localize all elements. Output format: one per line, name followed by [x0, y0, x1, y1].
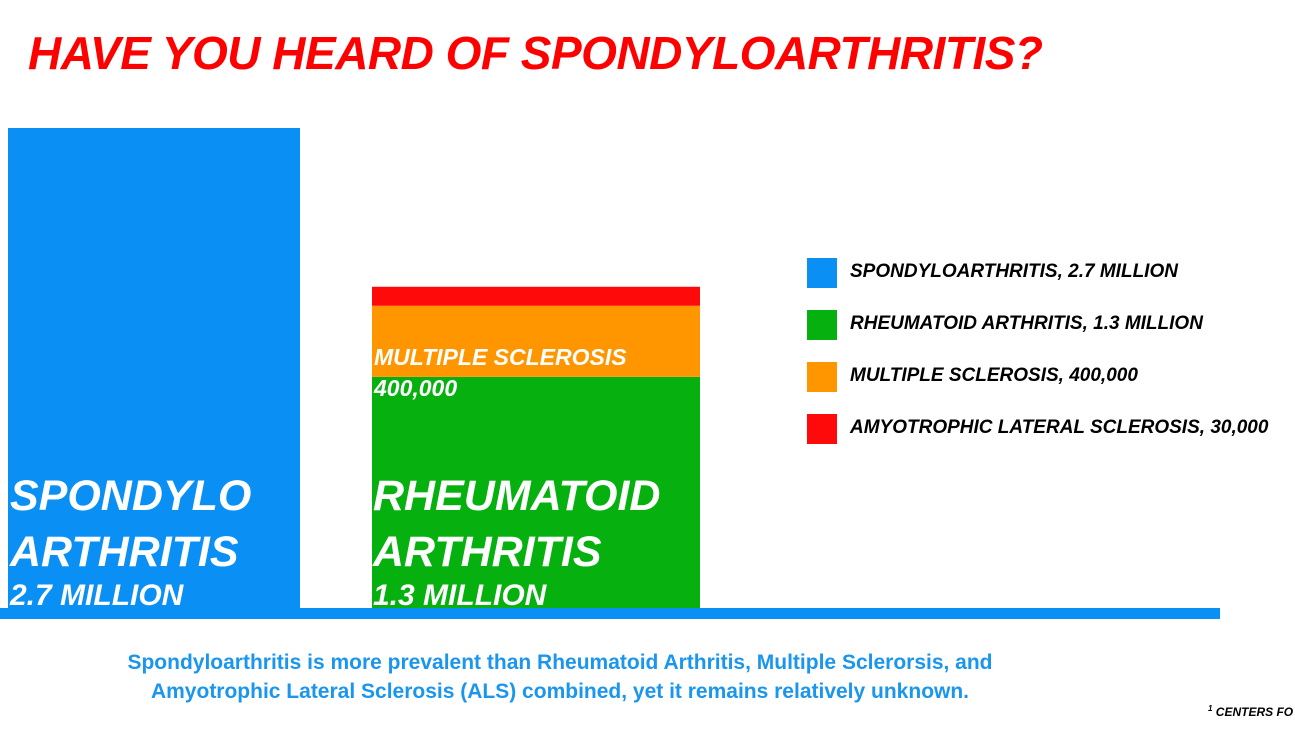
legend-swatch-rheumatoid-arthritis [807, 310, 837, 340]
chart-legend [807, 258, 1295, 458]
spondylo-value-label: 2.7 MILLION [10, 579, 184, 612]
footnote [1208, 704, 1293, 719]
legend-swatch-als [807, 414, 837, 444]
bar-segment-als [372, 287, 700, 306]
legend-swatch-spondyloarthritis [807, 258, 837, 288]
spondylo-label-line1: SPONDYLO [10, 472, 252, 520]
ra-value-label: 1.3 MILLION [373, 579, 547, 612]
legend-swatch-multiple-sclerosis [807, 362, 837, 392]
caption [40, 648, 1080, 706]
page-title: HAVE YOU HEARD OF SPONDYLOARTHRITIS? [28, 27, 1043, 79]
caption-line1: Spondyloarthritis is more prevalent than Rheumatoid Arthritis, Multiple Sclerorsis, and [127, 651, 993, 674]
ra-label-line2: ARTHRITIS [373, 528, 602, 576]
footnote-marker: 1 [1208, 704, 1213, 713]
caption-line2: Amyotrophic Lateral Sclerosis (ALS) combined, yet it remains relatively unknown. [150, 680, 970, 703]
legend-label-als: AMYOTROPHIC LATERAL SCLEROSIS, 30,000 [850, 417, 1269, 438]
footnote-text: CENTERS FO [1215, 705, 1294, 719]
ms-label-line1: MULTIPLE SCLEROSIS [374, 344, 627, 370]
legend-label-spondyloarthritis: SPONDYLOARTHRITIS, 2.7 MILLION [850, 261, 1178, 282]
ra-label-line1: RHEUMATOID [373, 472, 661, 520]
legend-label-multiple-sclerosis: MULTIPLE SCLEROSIS, 400,000 [850, 365, 1138, 386]
legend-label-rheumatoid-arthritis: RHEUMATOID ARTHRITIS, 1.3 MILLION [850, 313, 1203, 334]
ms-label-line2: 400,000 [374, 375, 458, 401]
spondylo-label-line2: ARTHRITIS [10, 528, 239, 576]
